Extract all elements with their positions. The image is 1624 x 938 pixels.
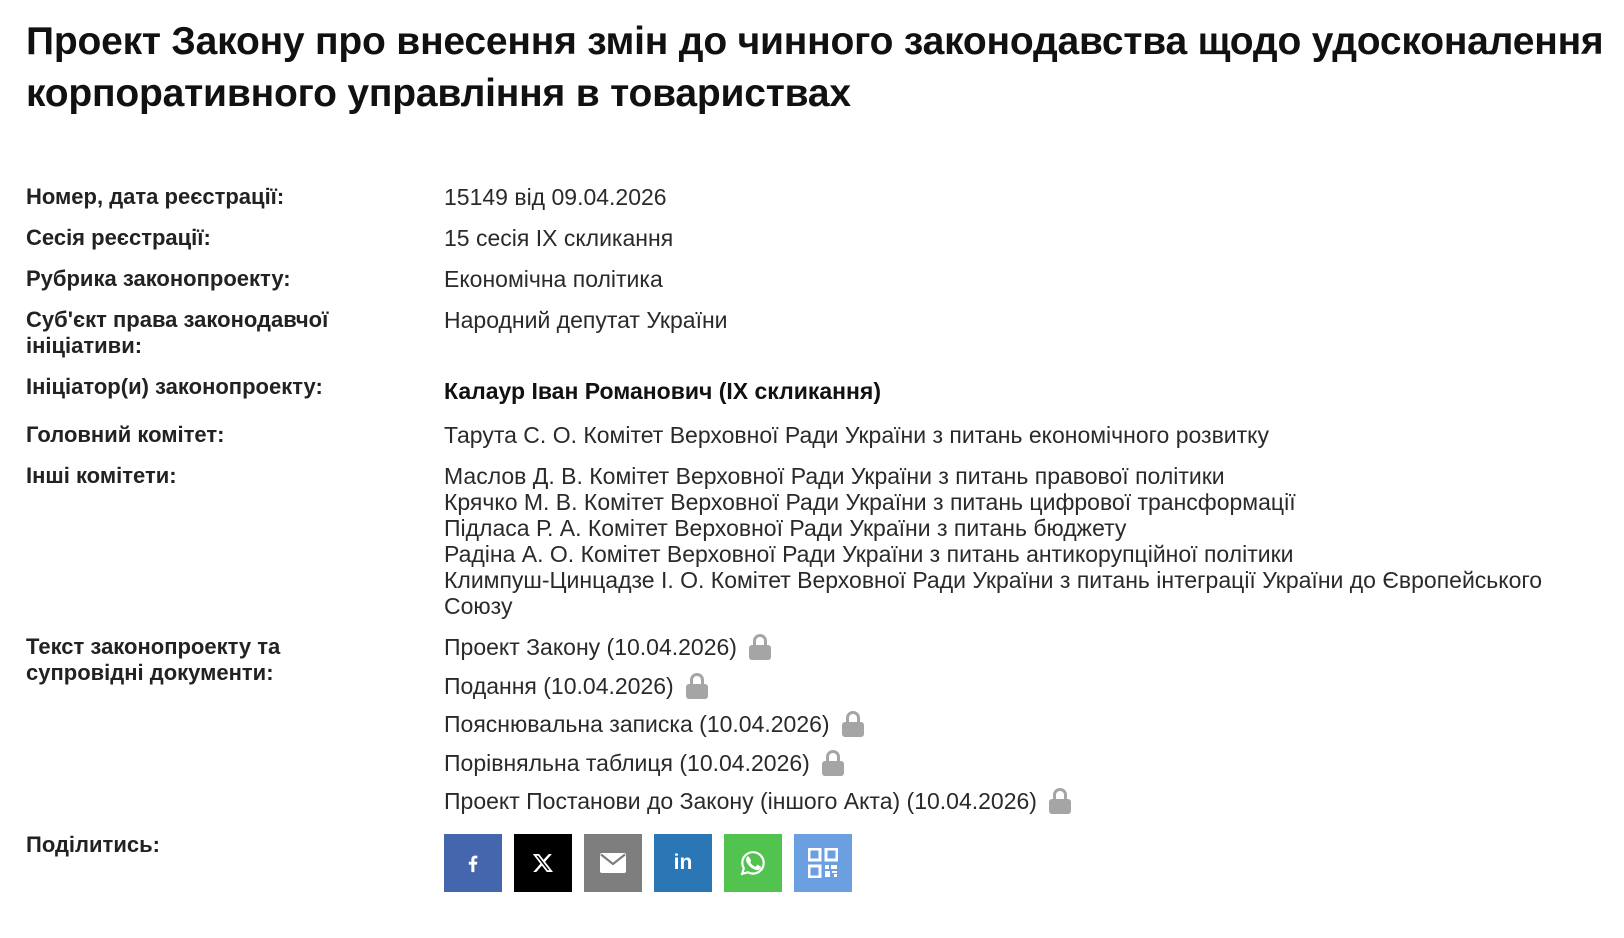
qr-share-button[interactable] <box>794 834 852 892</box>
documents-label <box>26 634 444 686</box>
session-value: 15 сесія IX скликання <box>444 225 674 251</box>
main-committee-value: Тарута С. О. Комітет Верховної Ради України з питань економічного розвитку <box>444 422 1270 448</box>
session-row <box>26 225 1624 251</box>
lock-icon <box>821 750 845 776</box>
linkedin-icon: in <box>673 851 693 874</box>
lock-icon <box>748 634 772 660</box>
other-committees-row <box>26 463 1624 619</box>
document-item <box>444 667 1624 706</box>
lock-icon <box>1048 788 1072 814</box>
rubric-value: Економічна політика <box>444 266 663 292</box>
session-label: Сесія реєстрації: <box>26 225 211 250</box>
whatsapp-icon <box>739 849 767 877</box>
document-link[interactable]: Проект Постанови до Закону (іншого Акта) (10.04.2026) <box>444 788 1037 815</box>
share-label: Поділитись: <box>26 831 160 857</box>
subject-row <box>26 307 1624 359</box>
page <box>26 16 1624 874</box>
subject-label <box>26 307 444 359</box>
envelope-icon <box>600 853 626 873</box>
document-item <box>444 628 1624 667</box>
rubric-label: Рубрика законопроекту: <box>26 266 291 291</box>
committee-item: Підласа Р. А. Комітет Верховної Ради України з питань бюджету <box>444 515 1127 541</box>
other-committees-label: Інші комітети: <box>26 463 177 488</box>
document-item <box>444 782 1624 821</box>
documents-label-line2: супровідні документи: <box>26 660 274 685</box>
lock-icon <box>841 711 865 737</box>
share-row <box>26 832 1624 892</box>
bill-info <box>26 184 1624 892</box>
committee-item: Маслов Д. В. Комітет Верховної Ради України з питань правової політики <box>444 463 1225 489</box>
committee-item: Климпуш-Цинцадзе І. О. Комітет Верховної Ради України з питань інтеграції України до Європейського Союзу <box>444 567 1543 619</box>
main-committee-label: Головний комітет: <box>26 422 225 447</box>
share-buttons <box>444 834 852 892</box>
facebook-icon <box>462 852 484 874</box>
facebook-share-button[interactable] <box>444 834 502 892</box>
whatsapp-share-button[interactable] <box>724 834 782 892</box>
committee-item: Крячко М. В. Комітет Верховної Ради України з питань цифрової трансформації <box>444 489 1296 515</box>
main-committee-row <box>26 422 1624 448</box>
document-item <box>444 705 1624 744</box>
subject-label-line1: Суб'єкт права законодавчої <box>26 307 329 332</box>
documents-label-line1: Текст законопроекту та <box>26 634 281 659</box>
subject-label-line2: ініціативи: <box>26 333 143 358</box>
initiator-label: Ініціатор(и) законопроекту: <box>26 374 323 399</box>
linkedin-share-button[interactable] <box>654 834 712 892</box>
rubric-row <box>26 266 1624 292</box>
document-link[interactable]: Пояснювальна записка (10.04.2026) <box>444 711 830 738</box>
documents-row <box>26 634 1624 821</box>
qr-code-icon <box>808 848 838 878</box>
x-icon <box>531 851 555 875</box>
email-share-button[interactable] <box>584 834 642 892</box>
document-link[interactable]: Подання (10.04.2026) <box>444 672 674 699</box>
document-link[interactable]: Проект Закону (10.04.2026) <box>444 634 737 661</box>
registration-value: 15149 від 09.04.2026 <box>444 184 667 210</box>
document-link[interactable]: Порівняльна таблиця (10.04.2026) <box>444 749 810 776</box>
initiator-row <box>26 374 1624 404</box>
other-committees-list <box>444 463 1624 619</box>
x-share-button[interactable] <box>514 834 572 892</box>
lock-icon <box>685 673 709 699</box>
page-title: Проект Закону про внесення змін до чинного законодавства щодо удосконалення корпоративного управління в товариствах <box>26 20 1604 115</box>
initiator-value[interactable]: Калаур Іван Романович (IX скликання) <box>444 378 881 404</box>
registration-row <box>26 184 1624 210</box>
documents-list <box>444 634 1624 821</box>
document-item <box>444 744 1624 783</box>
committee-item: Радіна А. О. Комітет Верховної Ради України з питань антикорупційної політики <box>444 541 1294 567</box>
registration-label: Номер, дата реєстрації: <box>26 184 285 209</box>
subject-value: Народний депутат України <box>444 307 728 333</box>
